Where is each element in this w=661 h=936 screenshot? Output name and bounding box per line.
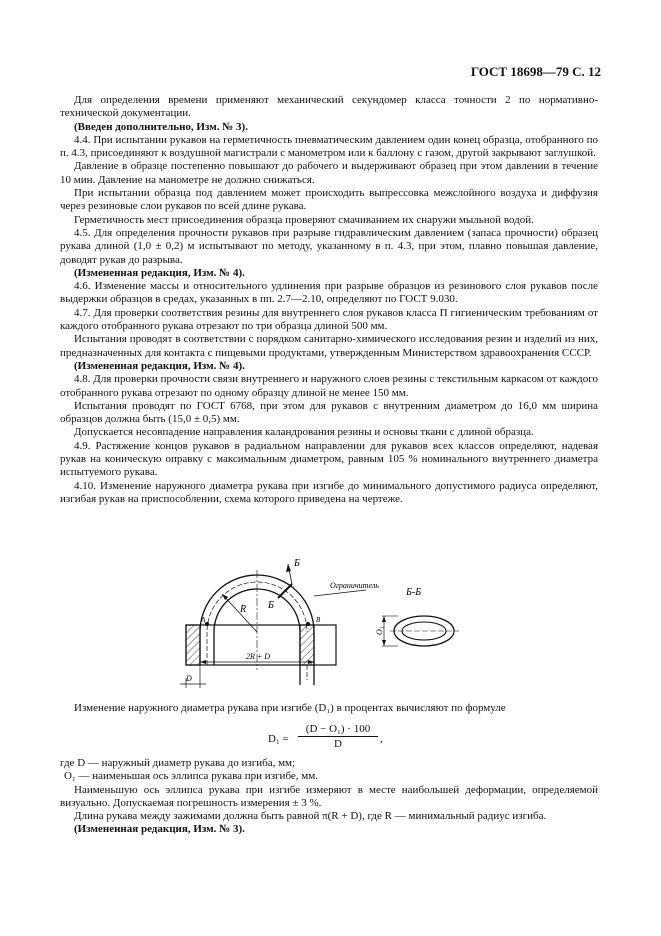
paragraph: Давление в образце постепенно повышают до рабочего и выдерживают образец при этом давлении в течение 10 мин. Давление на манометре не должно снижаться.	[60, 160, 598, 186]
label-section: Б-Б	[406, 587, 422, 598]
formula-fraction	[298, 723, 378, 750]
label-o1: О₁	[375, 626, 384, 635]
paragraph: Герметичность мест присоединения образца проверяют смачиванием их снаружи мыльной водой.	[74, 213, 534, 226]
paragraph: Испытания проводят по ГОСТ 6768, при этом для рукавов с внутренним диаметром до 16,0 мм ширина образцов должна быть (15,0 ± 0,5) мм.	[60, 399, 598, 426]
amendment-note: (Измененная редакция, Изм. № 4).	[74, 359, 245, 372]
page-header: ГОСТ 18698—79 С. 12	[470, 64, 601, 79]
label-limiter: Ограничитель	[330, 581, 379, 590]
amendment-note: (Измененная редакция, Изм. № 3).	[74, 823, 245, 836]
formula-denominator: D	[334, 738, 342, 750]
paragraph: При испытании образца под давлением может происходить выпрессовка межслойного воздуха и диффузия через резиновые слои рукавов по всей длине рукава.	[60, 187, 598, 213]
left-clamp	[186, 625, 200, 665]
section-mark	[278, 584, 292, 598]
paragraph: 4.7. Для проверки соответствия резины для внутреннего слоя рукавов класса П гигиеническим требованиям от каждого отобранного рукава отрезают по три образца длиной 500 мм.	[60, 306, 598, 333]
paragraph: 4.10. Изменение наружного диаметра рукава при изгибе до минимального допустимого радиуса определяют, изгибая рукав на приспособлении, схема которого приведена на чертеже.	[60, 479, 598, 505]
right-clamp	[300, 625, 314, 665]
paragraph: 4.9. Растяжение концов рукавов в радиальном направлении для рукавов всех классов определяют, надевая рукав на коническую оправку с максимальным диаметром, равным 105 % номинального внутреннего диаметра испытуемого рукава.	[60, 439, 598, 479]
label-b-arrow: Б	[294, 558, 300, 569]
paragraph: Допускается несовпадение направления каландрования резины и основы ткани с длиной образца.	[74, 426, 534, 439]
definition-d: где D — наружный диаметр рукава до изгиба, мм;	[60, 757, 296, 769]
label-a: А	[201, 616, 206, 624]
paragraph: 4.6. Изменение массы и относительного удлинения при разрыве образцов из резинового слоя рукавов после выдержки образцов в средах, указанных в пп. 2.7—2.10, определяют по ГОСТ 9.030.	[60, 280, 598, 306]
label-2rd: 2R + D	[246, 652, 271, 661]
section-bb-drawing	[370, 585, 460, 675]
formula-trail: ,	[380, 733, 383, 745]
paragraph: 4.5. Для определения прочности рукавов при разрыве гидравлическим давлением (запаса прочности) образец рукава длиной (1,0 ± 0,2) м испытывают по методу, указанному в п. 4.3, при этом, плавно повышая давление, доводят рукав до разрыва.	[60, 226, 598, 266]
amendment-note: (Измененная редакция, Изм. № 4).	[74, 266, 245, 279]
formula-numerator: (D − О₁) · 100	[298, 723, 378, 737]
label-d: D	[186, 674, 192, 683]
label-v: В	[316, 616, 321, 624]
formula-intro: Изменение наружного диаметра рукава при изгибе (D₁) в процентах вычисляют по формуле	[74, 702, 506, 714]
definitions	[60, 757, 598, 837]
paragraph: Испытания проводят в соответствии с порядком санитарно-химического исследования резин и изделий из них, предназначенных для контакта с пищевыми продуктами, утвержденным Министерством здравоохранения СССР.	[60, 333, 598, 359]
paragraph: Наименьшую ось эллипса рукава при изгибе измеряют в месте наибольшей деформации, определяемой визуально. Допускаемая погрешность измерения ± 3 %.	[60, 783, 598, 809]
amendment-note: (Введен дополнительно, Изм. № 3).	[74, 120, 248, 133]
paragraph: 4.8. Для проверки прочности связи внутреннего и наружного слоев резины с текстильным каркасом от каждого отобранного рукава отрезают по одному образцу длиной не менее 150 мм.	[60, 373, 598, 399]
paragraph: 4.4. При испытании рукавов на герметичность пневматическим давлением один конец образца, отобранного по п. 4.3, присоединяют к воздушной магистрали с манометром или к баллону с газом, другой закрывают заглушкой.	[60, 133, 598, 160]
label-r: R	[240, 604, 247, 615]
paragraph: Для определения времени применяют механический секундомер класса точности 2 по нормативно-технической документации.	[60, 94, 598, 120]
formula-lhs: D₁ =	[268, 733, 289, 745]
definition-o1: О₁ — наименьшая ось эллипса рукава при изгибе, мм.	[64, 770, 318, 783]
label-b-center: Б	[268, 600, 274, 611]
paragraph: Длина рукава между зажимами должна быть равной π(R + D), где R — минимальный радиус изгиба.	[74, 810, 547, 823]
body-text	[60, 94, 598, 506]
